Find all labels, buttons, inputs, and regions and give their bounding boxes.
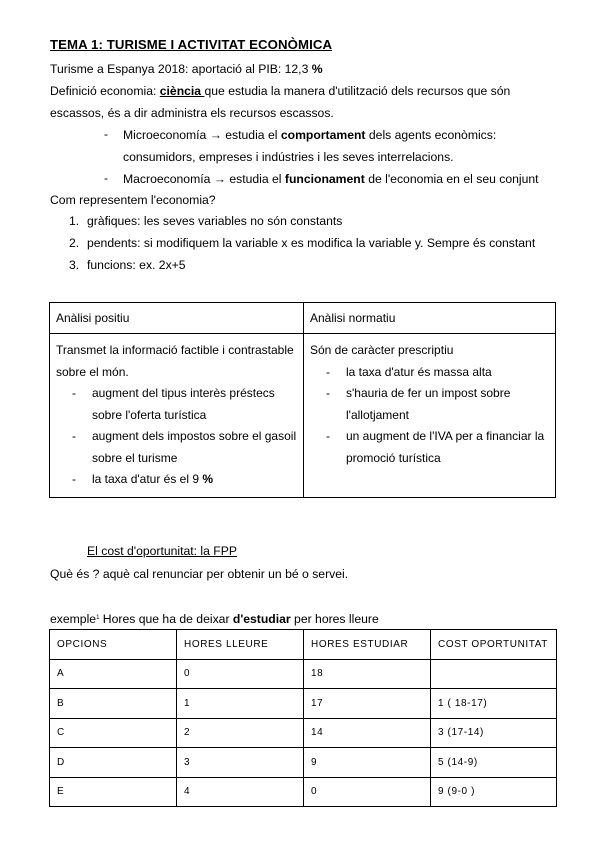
- example-line: exemple$^1$ Hores que ha de deixar d'estudiar per hores lleure: [50, 612, 379, 626]
- table-cell: B: [50, 689, 177, 719]
- options-table: [49, 629, 557, 807]
- normative-item: - la taxa d'atur és massa alta: [326, 364, 492, 379]
- table-cell: 3 (17-14): [431, 718, 557, 748]
- table-cell: 4: [177, 777, 304, 807]
- normative-item: - s'hauria de fer un impost sobre l'allotjament: [326, 386, 511, 422]
- bullet-macroeconomia: - Macroeconomía → estudia el funcionament de l'economia en el seu conjunt: [104, 171, 539, 186]
- positive-cell: Transmet la informació factible i contrastable sobre el món. - augment del tipus interès préstecs sobre l'oferta turística - augment dels impostos sobre el gasoil sobre el turisme - la taxa d'atur és el 9 %: [56, 340, 299, 491]
- table-cell: 1 ( 18-17): [431, 689, 557, 719]
- table-cell: 9 (9-0 ): [431, 777, 557, 807]
- table-cell: 9: [304, 748, 431, 778]
- numbered-item: 3. funcions: ex. 2x+5: [69, 258, 186, 272]
- table-cell: 17: [304, 689, 431, 719]
- positive-item: - la taxa d'atur és el 9 %: [72, 472, 214, 486]
- table-row: [50, 777, 557, 807]
- numbered-item: 2. pendents: si modifiquem la variable x es modifica la variable y. Sempre és constant: [69, 236, 536, 250]
- dash-marker: -: [104, 171, 109, 185]
- table-row: [50, 718, 557, 748]
- table-cell: E: [50, 777, 177, 807]
- table-cell: 0: [177, 659, 304, 689]
- table-cell: 1: [177, 689, 304, 719]
- table-cell: 5 (14-9): [431, 748, 557, 778]
- table-cell: 0: [304, 777, 431, 807]
- table-header-cell: HORES LLEURE: [177, 630, 304, 660]
- normative-cell: Són de caràcter prescriptiu - la taxa d'atur és massa alta - s'hauria de fer un impost sobre l'allotjament - un augment de l'IVA per a financiar la promoció turística: [310, 340, 551, 469]
- analysis-table: [49, 302, 556, 498]
- dash-marker: -: [104, 127, 109, 141]
- cost-heading: El cost d'oportunitat: la FPP: [87, 544, 238, 558]
- turisme-line: Turisme a Espanya 2018: aportació al PIB: 12,3 %: [50, 62, 323, 76]
- table-cell: D: [50, 748, 177, 778]
- header-divider: [50, 333, 555, 334]
- table-header-cell: HORES ESTUDIAR: [304, 630, 431, 660]
- table-header-cell: COST OPORTUNITAT: [431, 630, 557, 660]
- table-row: [50, 689, 557, 719]
- positive-item: - augment del tipus interès préstecs sobre l'oferta turística: [72, 386, 275, 422]
- page-title: TEMA 1: TURISME I ACTIVITAT ECONÒMICA: [50, 37, 333, 52]
- positive-item: - augment dels impostos sobre el gasoil sobre el turisme: [72, 429, 297, 465]
- table-cell: A: [50, 659, 177, 689]
- numbered-item: 1. gràfiques: les seves variables no són constants: [69, 214, 343, 228]
- table-cell: 3: [177, 748, 304, 778]
- table-cell: [431, 659, 557, 689]
- cost-question: Què és ? aquè cal renunciar per obtenir un bé o servei.: [50, 567, 349, 581]
- header-positive: Anàlisi positiu: [56, 311, 130, 325]
- table-cell: 14: [304, 718, 431, 748]
- table-header-cell: OPCIONS: [50, 630, 177, 660]
- table-row: [50, 659, 557, 689]
- bullet-microeconomia: - Microeconomía → estudia el comportament dels agents econòmics: consumidors, empreses i indústries i les seves interrelacions.: [104, 127, 497, 164]
- table-header-row: [50, 630, 557, 660]
- term-ciencia: ciència: [159, 84, 205, 98]
- definition-paragraph: Definició economia: ciència que estudia la manera d'utilització dels recursos que són escassos, és a dir administra els recursos escassos.: [50, 84, 511, 120]
- header-normative: Anàlisi normatiu: [310, 311, 396, 325]
- normative-item: - un augment de l'IVA per a financiar la promoció turística: [326, 429, 545, 465]
- table-row: [50, 748, 557, 778]
- question-line: Com representem l'economia?: [50, 193, 216, 207]
- table-cell: 2: [177, 718, 304, 748]
- table-cell: C: [50, 718, 177, 748]
- table-cell: 18: [304, 659, 431, 689]
